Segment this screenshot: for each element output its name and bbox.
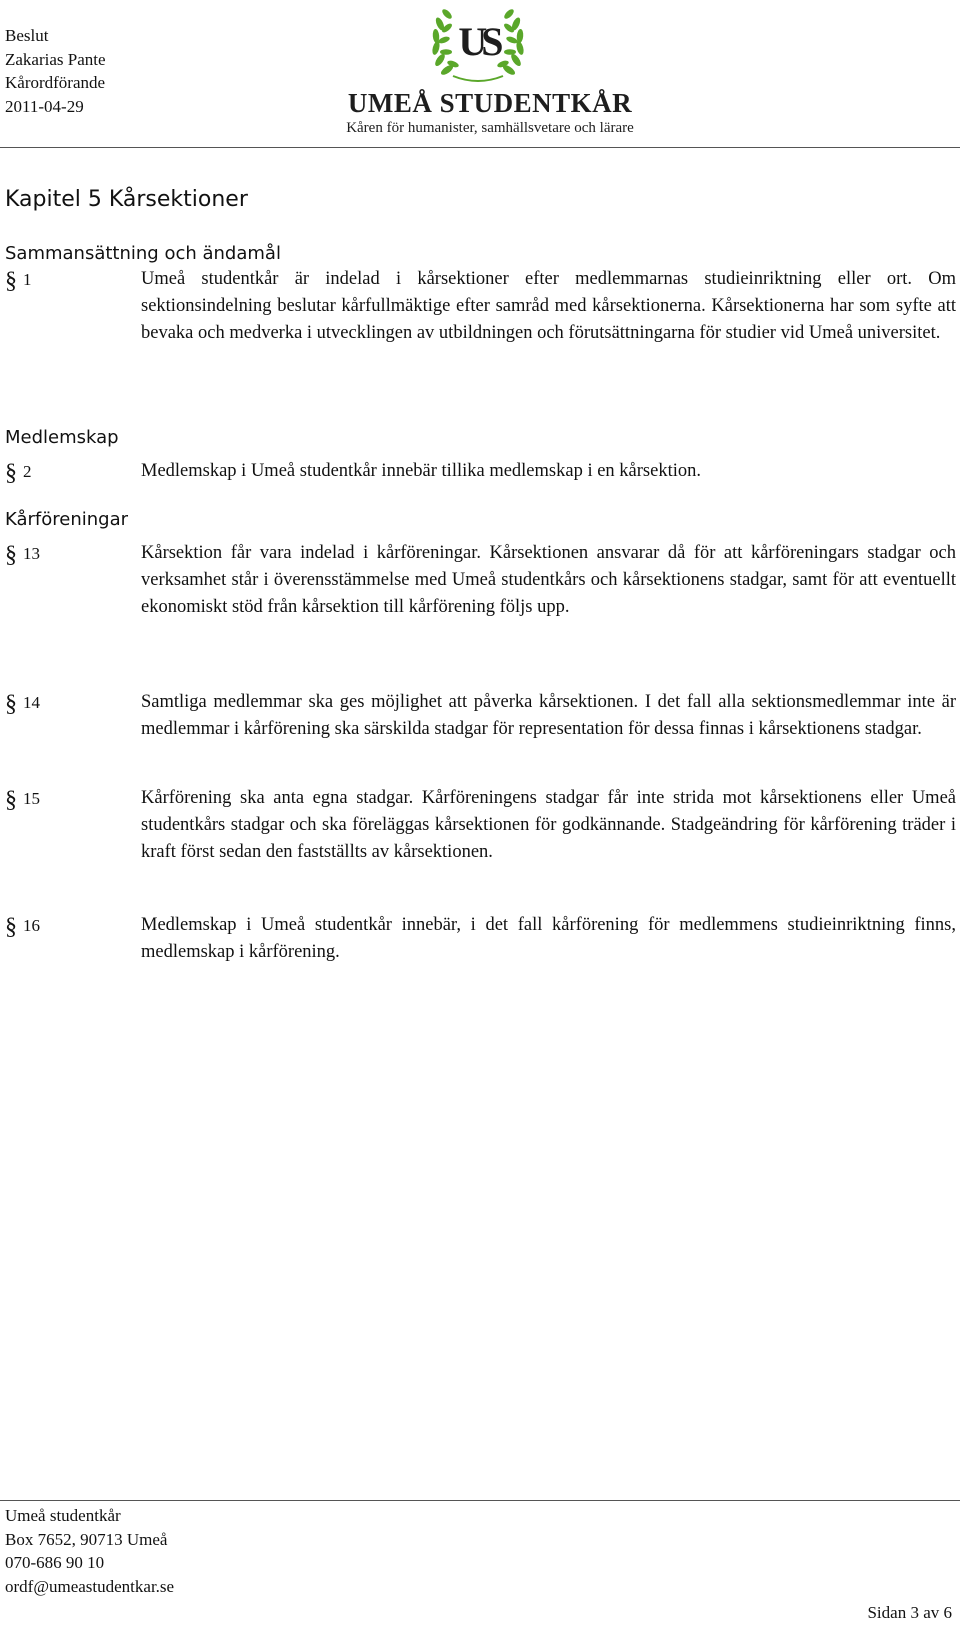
footer-divider	[0, 1500, 960, 1501]
footer-org: Umeå studentkår	[5, 1506, 121, 1525]
section-sign-icon: §	[5, 268, 17, 294]
paragraph-number: § 2	[5, 460, 32, 486]
page-number: Sidan 3 av 6	[867, 1603, 952, 1622]
paragraph-text: Medlemskap i Umeå studentkår innebär, i det fall kårförening för medlemmens studieinriktning finns, medlemskap i kårförening.	[141, 915, 956, 962]
logo-org-name: UMEÅ STUDENTKÅR	[347, 88, 633, 118]
section-heading-medlemskap: Medlemskap	[5, 427, 119, 448]
paragraph-text: Kårsektion får vara indelad i kårföreningar. Kårsektionen ansvarar då för att kårföreningars stadgar och verksamhet står i överensstämmelse med Umeå studentkårs och kårsektionens stadgar, samt för att eventuellt ekonomiskt stöd från kårsektion till kårförening följs upp.	[141, 543, 956, 617]
paragraph-text: Kårförening ska anta egna stadgar. Kårföreningens stadgar får inte strida mot kårsektionens eller Umeå studentkårs stadgar och ska föreläggas kårsektionen för godkännande. Stadgeändring för kårförening träder i kraft först sedan den fastställts av kårsektionen.	[141, 788, 956, 862]
section-heading-sammansattning: Sammansättning och ändamål	[5, 243, 281, 264]
paragraph-number: § 14	[5, 691, 40, 717]
paragraph-number: § 1	[5, 268, 32, 294]
header-meta	[5, 24, 106, 118]
logo-monogram: US	[458, 19, 498, 64]
section-sign-icon: §	[5, 914, 17, 940]
section-sign-icon: §	[5, 542, 17, 568]
paragraph-number: § 13	[5, 542, 40, 568]
section-heading-karforeningar: Kårföreningar	[5, 509, 129, 530]
footer-phone: 070-686 90 10	[5, 1553, 105, 1572]
section-sign-icon: §	[5, 460, 17, 486]
footer-contact	[5, 1504, 174, 1598]
logo-tagline: Kåren för humanister, samhällsvetare och lärare	[346, 120, 634, 136]
footer-email: ordf@umeastudentkar.se	[5, 1576, 175, 1596]
umea-studentkar-logo	[330, 0, 650, 145]
header-divider	[0, 147, 960, 148]
meta-line-author: Zakarias Pante	[5, 49, 106, 69]
paragraph-number: § 15	[5, 787, 40, 813]
section-sign-icon: §	[5, 787, 17, 813]
chapter-title: Kapitel 5 Kårsektioner	[5, 187, 248, 212]
paragraph-text: Medlemskap i Umeå studentkår innebär tillika medlemskap i en kårsektion.	[141, 461, 701, 481]
paragraph-text: Samtliga medlemmar ska ges möjlighet att påverka kårsektionen. I det fall alla sektionsmedlemmar inte är medlemmar i kårförening ska särskilda stadgar för representation för dessa finnas i kårsektionens stadgar.	[141, 692, 956, 739]
meta-line-role: Kårordförande	[5, 73, 106, 92]
paragraph-number: § 16	[5, 914, 40, 940]
footer-address: Box 7652, 90713 Umeå	[5, 1529, 168, 1549]
section-sign-icon: §	[5, 691, 17, 717]
meta-line-type: Beslut	[5, 26, 49, 45]
paragraph-text: Umeå studentkår är indelad i kårsektioner efter medlemmarnas studieinriktning eller ort. Om sektionsindelning beslutar kårfullmäktige efter samråd med kårsektionerna. Kårsektionerna har som syfte att bevaka och medverka i utvecklingen av utbildningen och förutsättningarna för studier vid Umeå universitet.	[141, 269, 956, 343]
meta-line-date: 2011-04-29	[5, 96, 84, 116]
